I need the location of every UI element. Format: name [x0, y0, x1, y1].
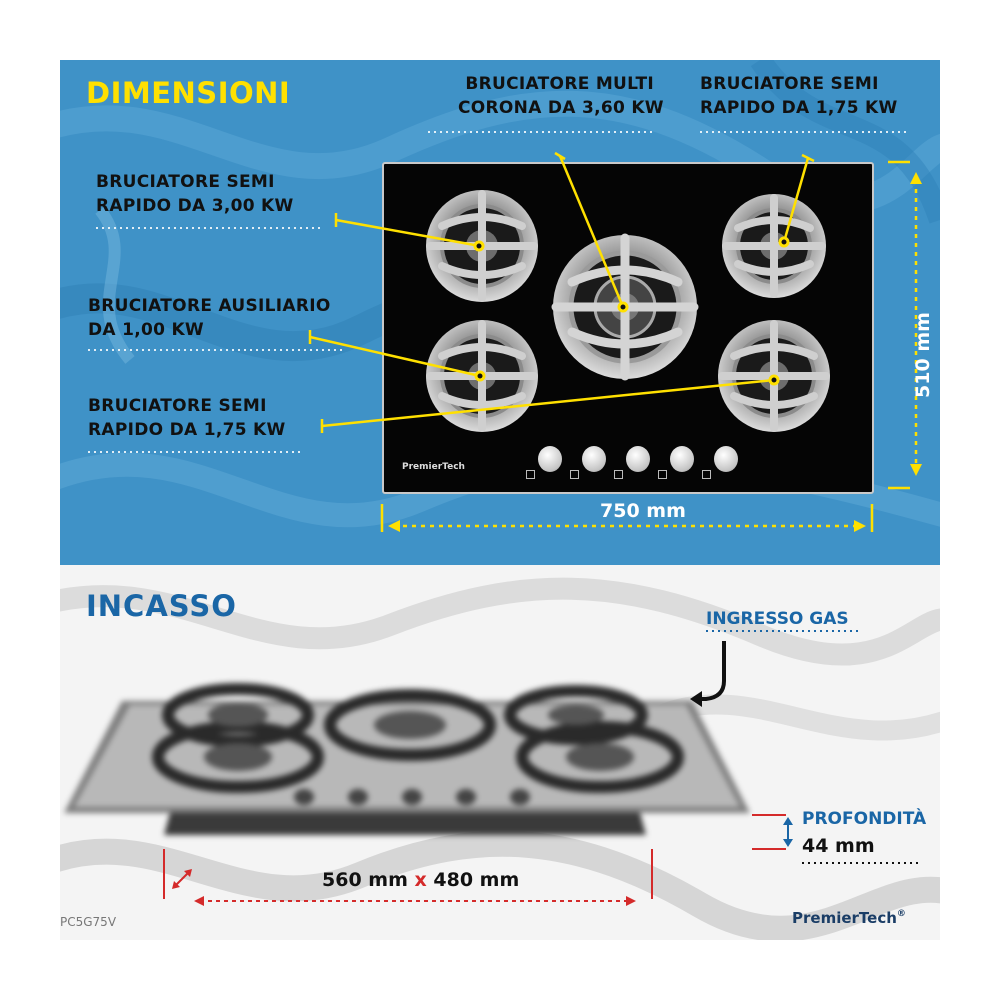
label-line: BRUCIATORE MULTI	[465, 74, 654, 94]
incasso-panel	[60, 565, 940, 940]
incasso-title: INCASSO	[86, 589, 237, 623]
label-line: CORONA DA 3,60 KW	[458, 98, 664, 118]
width-dimension: 750 mm	[600, 500, 686, 522]
label-line: DA 1,00 KW	[88, 320, 204, 340]
brand-name: PremierTech	[792, 909, 897, 927]
label-line: BRUCIATORE AUSILIARIO	[88, 296, 331, 316]
model-code: PC5G75V	[60, 915, 117, 929]
profondita-label: PROFONDITÀ	[802, 809, 927, 829]
label-line: BRUCIATORE SEMI	[96, 172, 275, 192]
label-line: BRUCIATORE SEMI	[88, 396, 267, 416]
hob-brand: PremierTech	[402, 462, 465, 472]
registered-mark: ®	[896, 909, 906, 919]
dimensioni-panel	[60, 60, 940, 565]
profondita-value: 44 mm	[802, 835, 875, 857]
label-line: BRUCIATORE SEMI	[700, 74, 879, 94]
height-dimension: 510 mm	[911, 312, 934, 398]
cutout-times: x	[414, 869, 427, 891]
dimensioni-title: DIMENSIONI	[86, 76, 291, 110]
leader-lines	[60, 60, 940, 565]
label-line: RAPIDO DA 1,75 KW	[88, 420, 286, 440]
depth-marker	[750, 805, 920, 875]
gas-inlet-arrow	[680, 629, 920, 719]
cutout-width: 560 mm	[322, 869, 408, 891]
cutout-height: 480 mm	[433, 869, 520, 891]
ingresso-gas-label: INGRESSO GAS	[706, 609, 849, 629]
label-line: RAPIDO DA 1,75 KW	[700, 98, 898, 118]
label-line: RAPIDO DA 3,00 KW	[96, 196, 294, 216]
premiertech-logo	[792, 909, 906, 927]
cutout-dimension	[322, 869, 519, 891]
